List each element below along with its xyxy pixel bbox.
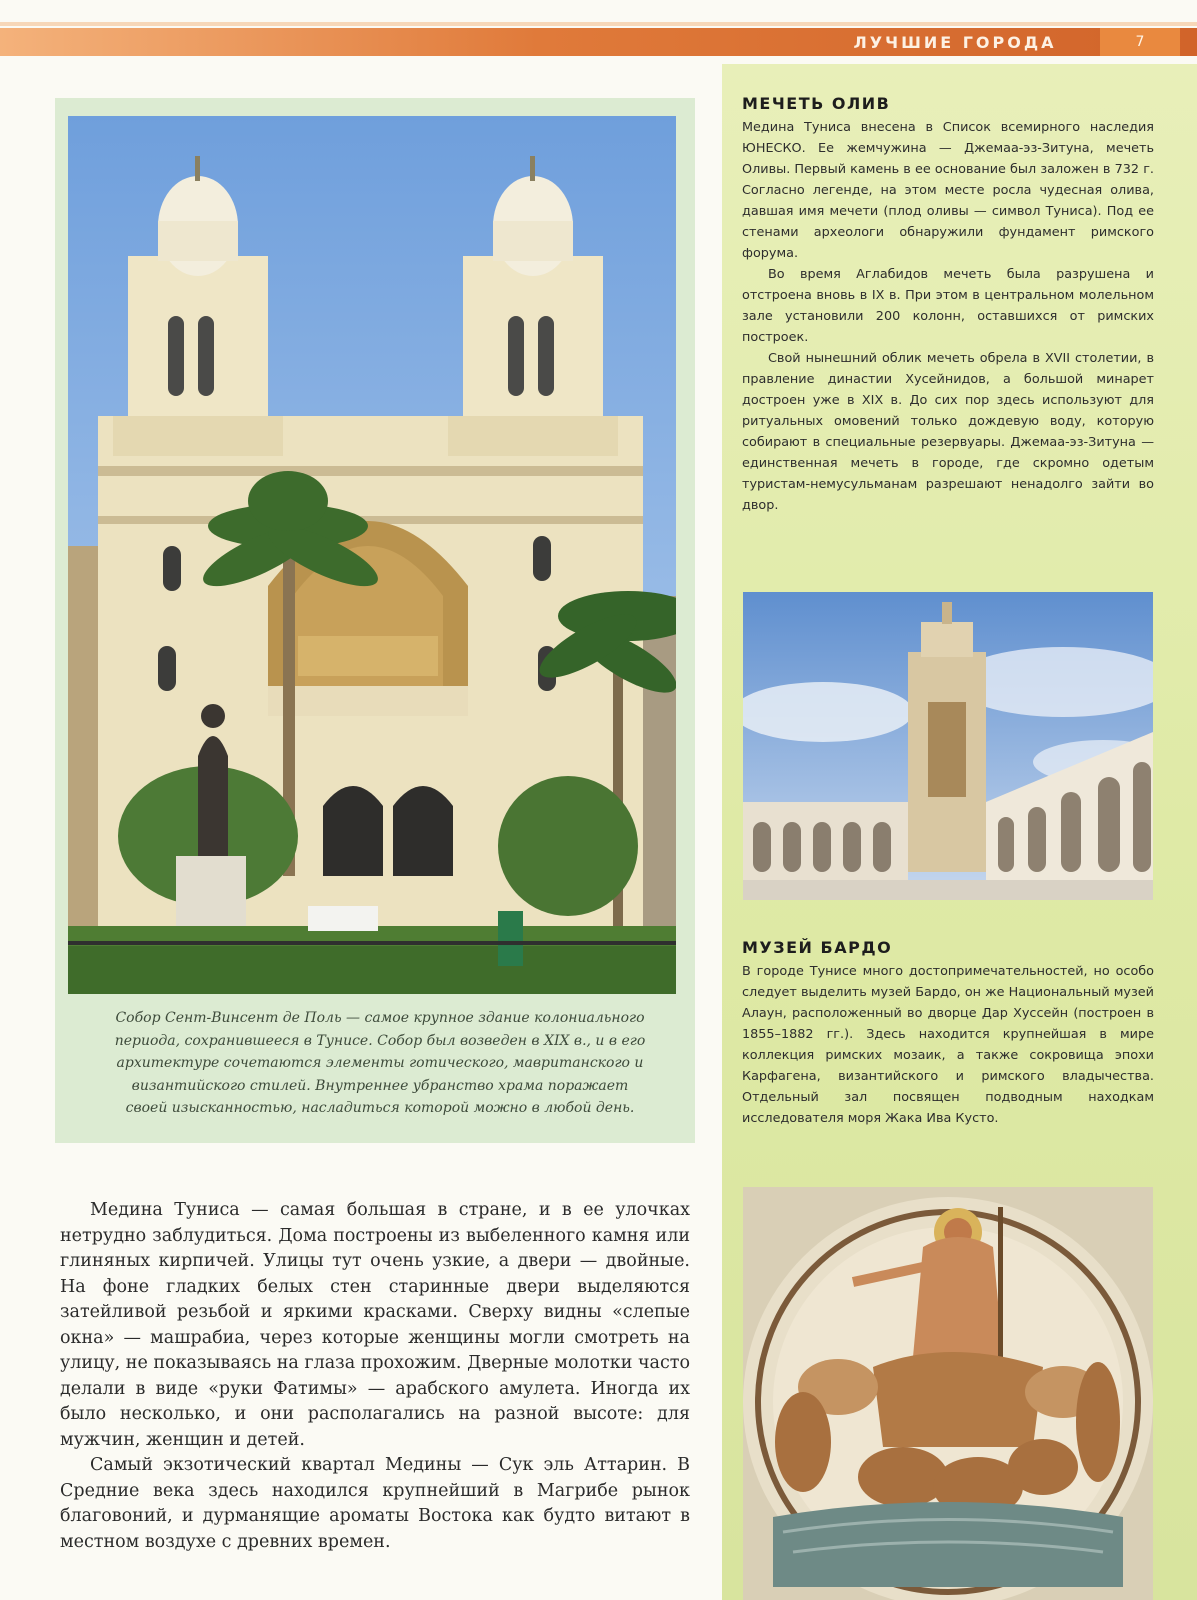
header-top-line [0,22,1197,26]
photo-caption: Собор Сент-Винсент де Поль — самое крупное здание колониального периода, сохранившееся в Тунисе. Собор был возведен в XIX в., и в его архитектуре сочетаются элементы готического, мавританского и византийского стилей. Внутреннее убранство храма поражает своей изысканностью, насладиться которой можно в любой день. [114,1010,646,1116]
main-paragraph: Медина Туниса — самая большая в стране, и в ее улочках нетрудно заблудиться. Дома построены из выбеленного камня или глиняных кирпичей. Улицы тут очень узкие, а двери — двойные. На фоне гладких белых стен старинные двери выделяются затейливой резьбой и яркими красками. Сверху видны «слепые окна» — машрабиа, через которые женщины могли смотреть на улицу, не показываясь на глаза прохожим. Дверные молотки часто делали в виде «руки Фатимы» — арабского амулета. Иногда их было несколько, и они располагались на разной высоте: для мужчин, женщин и детей. [60,1200,690,1450]
bardo-paragraph: В городе Тунисе много достопримечательностей, но особо следует выделить музей Бардо, он же Национальный музей Алаун, расположенный во дворце Дар Хуссейн (построен в 1855–1882 гг.). Здесь находится крупнейшая в мире коллекция римских мозаик, а также сокровища эпохи Карфагена, византийского и римского владычества. Отдельный зал посвящен подводным находкам исследователя моря Жака Ива Кусто. [742,964,1154,1126]
bardo-heading: МУЗЕЙ БАРДО [742,938,893,957]
main-article [60,1198,690,1555]
cathedral-photo [68,116,676,994]
olive-mosque-paragraph: Свой нынешний облик мечеть обрела в XVII столетии, в правление династии Хусейнидов, а большой минарет достроен уже в XIX в. До сих пор здесь используют для ритуальных омовений только дождевую воду, которую собирают в специальные резервуары. Джемаа-эз-Зитуна — единственная мечеть в городе, где скромно одетым туристам-немусульманам разрешают ненадолго зайти во двор. [742,351,1154,513]
main-paragraph: Самый экзотический квартал Медины — Сук эль Аттарин. В Средние века здесь находился крупнейший в Магрибе рынок благовоний, и дурманящие ароматы Востока как будто витают в местном воздухе с древних времен. [60,1455,690,1552]
section-title: ЛУЧШИЕ ГОРОДА [853,33,1057,52]
olive-mosque-paragraph: Медина Туниса внесена в Список всемирного наследия ЮНЕСКО. Ее жемчужина — Джемаа-эз-Зитуна, мечеть Оливы. Первый камень в ее основание был заложен в 732 г. Согласно легенде, на этом месте росла чудесная олива, давшая имя мечети (плод оливы — символ Туниса). Под ее стенами археологи обнаружили фундамент римского форума. [742,120,1154,261]
olive-mosque-paragraph: Во время Аглабидов мечеть была разрушена и отстроена вновь в IX в. При этом в центральном молельном зале установили 200 колонн, оставшихся от римских построек. [742,267,1154,345]
page-number: 7 [1100,28,1180,56]
bardo-section [742,938,1154,1129]
olive-mosque-section [742,94,1154,516]
mosaic-photo [743,1187,1153,1600]
olive-mosque-heading: МЕЧЕТЬ ОЛИВ [742,94,891,113]
mosque-photo [743,592,1153,900]
